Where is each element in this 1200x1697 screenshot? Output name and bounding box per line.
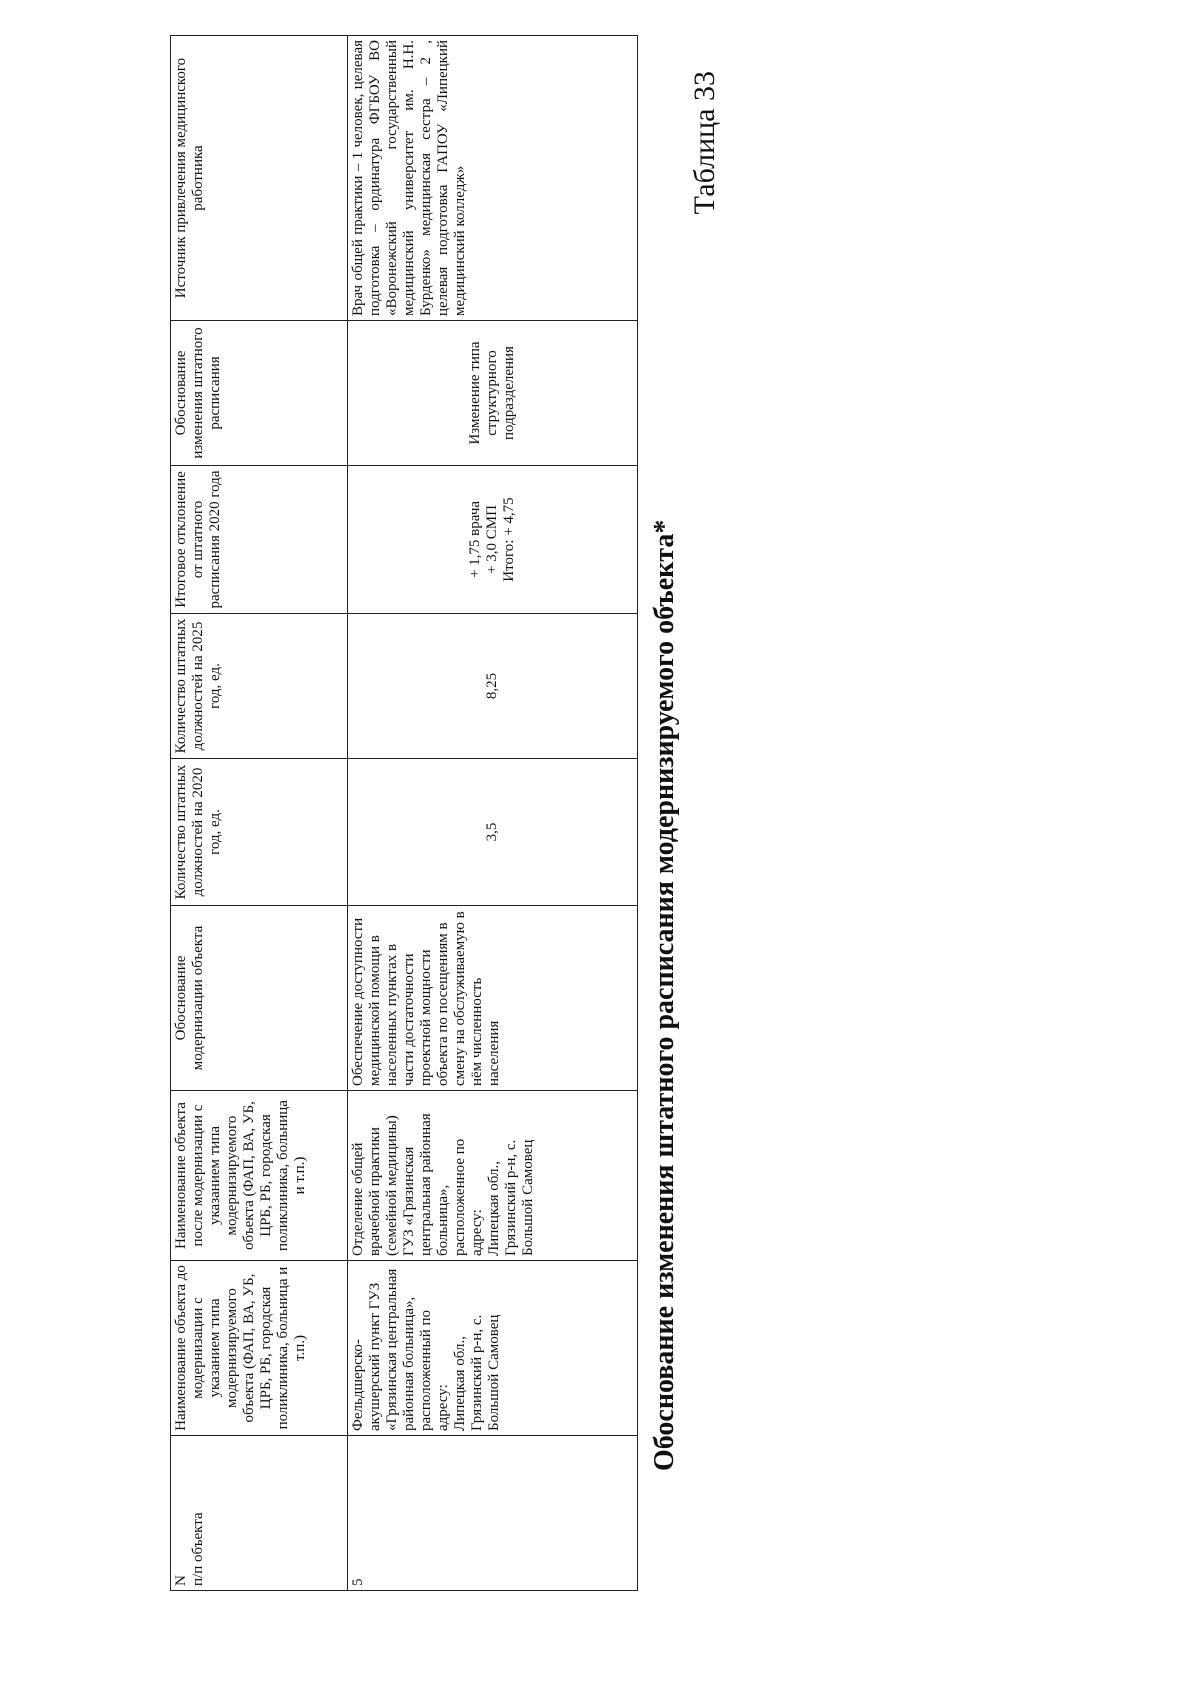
cell-staff-reason: Изменение типа структурного подразделения bbox=[348, 321, 638, 466]
staffing-table bbox=[170, 35, 638, 1591]
header-cell-number: N п/п объекта bbox=[171, 1436, 348, 1591]
table-row bbox=[348, 36, 638, 1591]
header-cell-before: Наименование объекта до модернизации с указанием типа модернизируемого объекта (ФАП, ВА, УБ, ЦРБ, РБ, городская поликлиника, больница и т.п.) bbox=[171, 1261, 348, 1436]
header-cell-deviation: Итоговое отклонение от штатного расписания 2020 года bbox=[171, 466, 348, 614]
cell-deviation: + 1,75 врача + 3,0 СМП Итого: + 4,75 bbox=[348, 466, 638, 614]
cell-count-2025: 8,25 bbox=[348, 614, 638, 759]
document-title: Обоснование изменения штатного расписания модернизируемого объекта* bbox=[649, 519, 680, 1471]
cell-before: Фельдшерско-акушерский пункт ГУЗ «Грязинская центральная районная больница», расположенный по адресу: Липецкая обл., Грязинский р-н, с. Большой Самовец bbox=[348, 1261, 638, 1436]
header-cell-reason: Обоснование модернизации объекта bbox=[171, 906, 348, 1091]
rotated-page-content bbox=[170, 36, 730, 1591]
header-cell-after: Наименование объекта после модернизации с указанием типа модернизируемого объекта (ФАП, ВА, УБ, ЦРБ, РБ, городская поликлиника, больница и т.п.) bbox=[171, 1091, 348, 1261]
header-cell-count-2020: Количество штатных должностей на 2020 год, ед. bbox=[171, 759, 348, 906]
cell-source: Врач общей практики – 1 человек, целевая подготовка – ординатура ФГБОУ ВО «Воронежский государственный медицинский университет им. Н.Н. Бурденко» медицинская сестра – 2 , целевая подготовка ГАПОУ «Липецкий медицинский колледж» bbox=[348, 36, 638, 321]
header-row bbox=[171, 36, 348, 1591]
table-number: Таблица 33 bbox=[688, 71, 721, 215]
cell-number: 5 bbox=[348, 1436, 638, 1591]
header-cell-staff-reason: Обоснование изменения штатного расписания bbox=[171, 321, 348, 466]
cell-count-2020: 3,5 bbox=[348, 759, 638, 906]
header-cell-count-2025: Количество штатных должностей на 2025 год, ед. bbox=[171, 614, 348, 759]
header-cell-source: Источник привлечения медицинского работника bbox=[171, 36, 348, 321]
cell-reason: Обеспечение доступности медицинской помощи в населенных пунктах в части достаточности проектной мощности объекта по посещениям в смену на обслуживаемую в нём численность населения bbox=[348, 906, 638, 1091]
cell-after: Отделение общей врачебной практики (семейной медицины) ГУЗ «Грязинская центральная районная больница», расположенное по адресу: Липецкая обл., Грязинский р-н, с. Большой Самовец bbox=[348, 1091, 638, 1261]
